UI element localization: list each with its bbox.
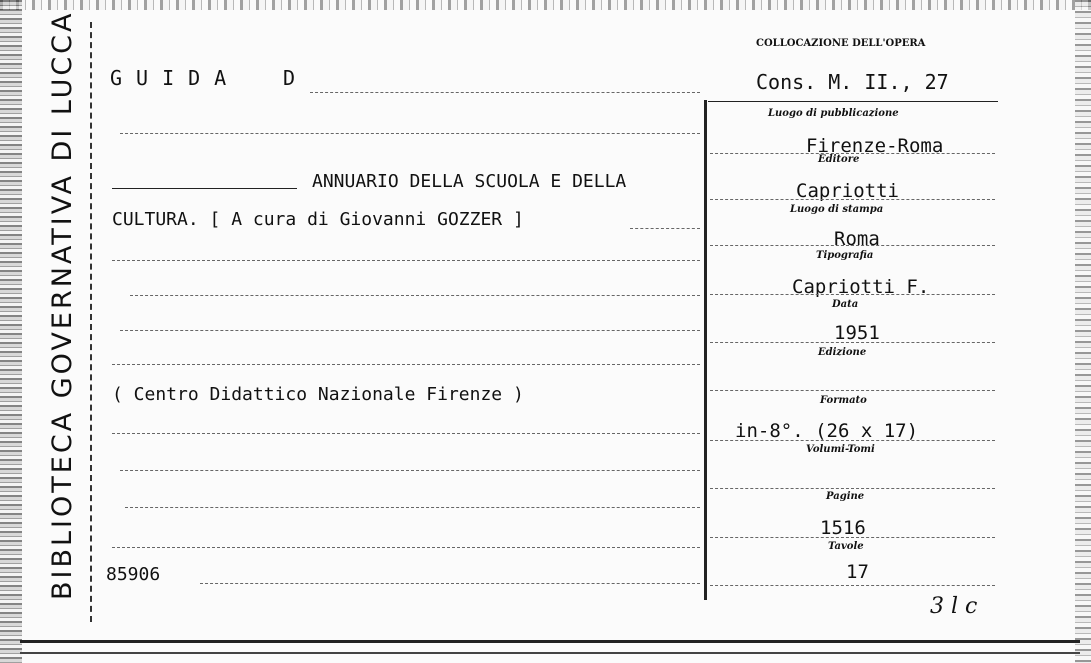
heading-letter: D [283,66,296,90]
title-tail-rule [630,228,700,229]
label-luogo-stampa: Luogo di stampa [790,204,884,215]
value-data: 1951 [834,322,880,344]
label-pagine: Pagine [826,491,865,502]
value-tavole: 17 [846,561,869,583]
title-line-2: CULTURA. [ A cura di Giovanni GOZZER ] [112,209,524,230]
column-divider [704,100,707,600]
blank-rule [200,583,700,584]
scan-edge-top [0,0,1091,10]
field-rule [710,390,995,391]
value-formato: in-8°. (26 x 17) [735,420,919,442]
blank-rule [112,433,700,434]
inventory-number: 85906 [106,564,161,585]
field-rule [710,440,995,441]
blank-rule [120,133,700,134]
blank-rule [112,364,700,365]
label-data: Data [832,299,859,310]
field-rule [710,294,995,295]
collocation-rule [708,101,998,102]
blank-rule [112,547,700,548]
value-pagine: 1516 [820,517,866,539]
blank-rule [125,507,700,508]
value-luogo-stampa: Roma [834,228,880,250]
library-stamp: BIBLIOTECA GOVERNATIVA DI LUCCA [47,10,78,600]
value-editore: Capriotti [796,180,899,202]
field-rule [710,199,995,200]
card-bottom-rule-2 [20,652,1080,654]
heading-rule [310,92,700,93]
title-lead-rule [112,188,297,189]
label-volumi-tomi: Volumi-Tomi [806,444,875,455]
field-rule [710,342,995,343]
publisher-note: ( Centro Didattico Nazionale Firenze ) [112,384,524,405]
handwritten-mark: 3 l c [930,594,978,619]
collocation-label: COLLOCAZIONE DELL'OPERA [756,38,926,49]
collocation-value: Cons. M. II., 27 [756,70,949,94]
label-tipografia: Tipografia [816,250,874,261]
scan-edge-left [0,0,22,663]
blank-rule [130,295,700,296]
blank-rule [112,260,700,261]
stamp-rule [90,22,92,622]
heading-word: GUIDA [110,66,241,90]
blank-rule [120,330,700,331]
scan-edge-right [1075,0,1091,663]
blank-rule [120,470,700,471]
field-rule [710,488,995,489]
label-formato: Formato [820,395,867,406]
value-luogo-pubblicazione: Firenze-Roma [806,135,944,157]
card-bottom-rule [20,640,1080,643]
field-rule [710,245,995,246]
field-rule [710,537,995,538]
label-luogo-pubblicazione: Luogo di pubblicazione [768,108,899,119]
title-line-1: ANNUARIO DELLA SCUOLA E DELLA [312,171,627,192]
label-tavole: Tavole [828,541,864,552]
label-editore: Editore [818,154,860,165]
value-tipografia: Capriotti F. [792,276,930,298]
label-edizione: Edizione [818,347,867,358]
field-rule [710,585,995,586]
